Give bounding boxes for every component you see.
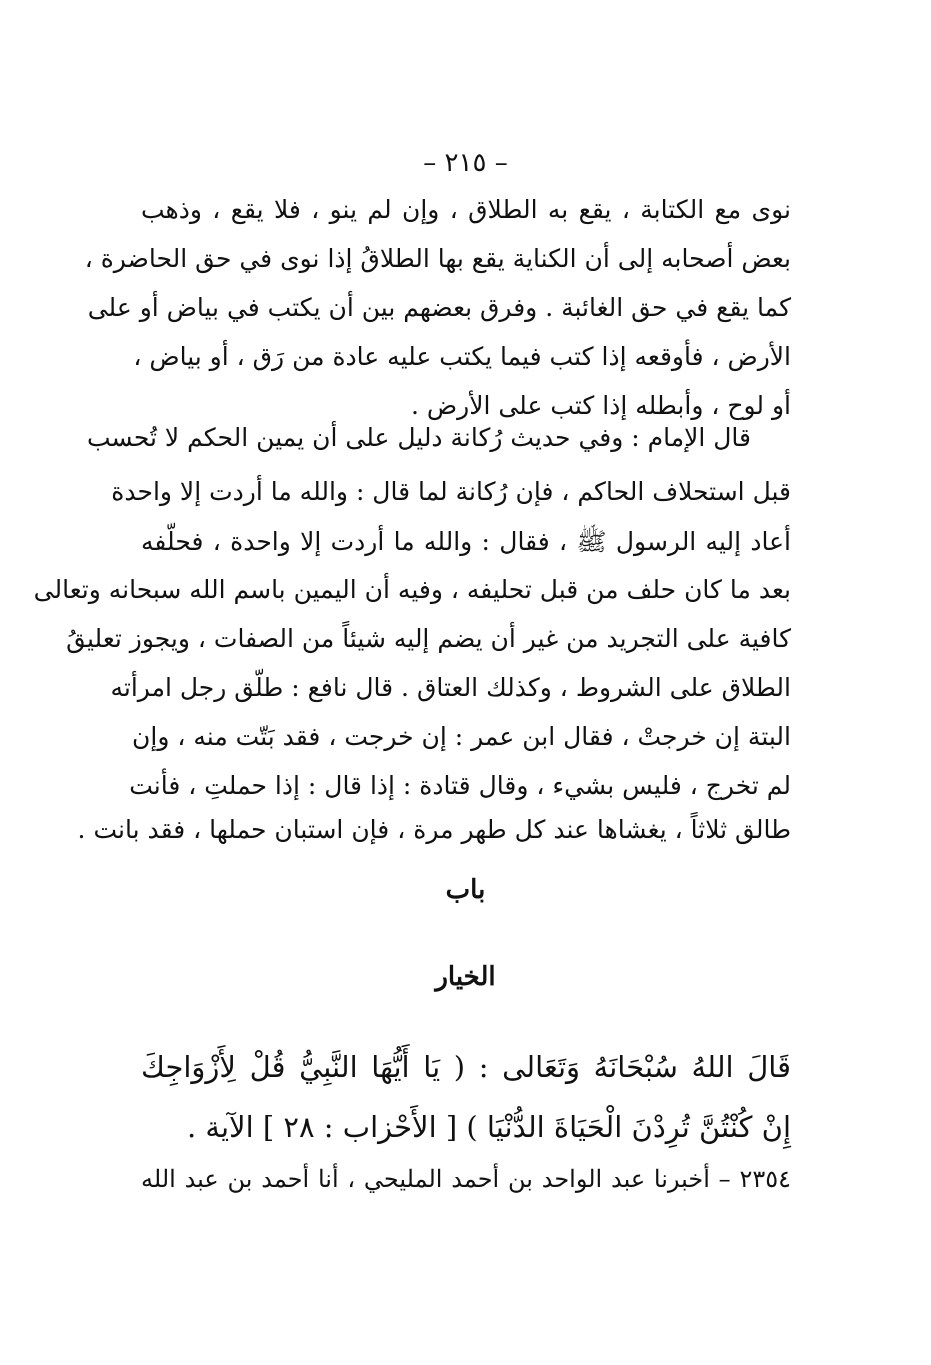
paragraph2-line: لم تخرج ، فليس بشيء ، وقال قتادة : إذا قال : إذا حملتِ ، فأنت [129, 771, 791, 800]
quran-verse-line: إِنْ كُنْتُنَّ تُرِدْنَ الْحَيَاةَ الدُّنْيَا ) [ الأَحْزاب : ٢٨ ] الآية . [187, 1110, 791, 1144]
paragraph2-line: أعاد إليه الرسول ﷺ ، فقال : والله ما أردت إلا واحدة ، فحلّفه [141, 527, 791, 556]
section-title: الخيار [435, 962, 496, 992]
paragraph2-line: كافية على التجريد من غير أن يضم إليه شيئاً من الصفات ، ويجوز تعليقُ [66, 624, 791, 653]
paragraph2-line: الطلاق على الشروط ، وكذلك العتاق . قال نافع : طلّق رجل امرأته [110, 673, 791, 702]
paragraph2-line: طالق ثلاثاً ، يغشاها عند كل طهر مرة ، فإن استبان حملها ، فقد بانت . [77, 815, 791, 844]
page-number: – ٢١٥ – [423, 148, 508, 178]
paragraph1-line: الأرض ، فأوقعه إذا كتب فيما يكتب عليه عادة من رَق ، أو بياض ، [133, 342, 791, 371]
paragraph1-line: نوى مع الكتابة ، يقع به الطلاق ، وإن لم ينو ، فلا يقع ، وذهب [141, 195, 791, 224]
paragraph2-line: قبل استحلاف الحاكم ، فإن رُكانة لما قال : والله ما أردت إلا واحدة [111, 477, 791, 506]
paragraph1-line: كما يقع في حق الغائبة . وفرق بعضهم بين أن يكتب في بياض أو على [87, 293, 791, 322]
paragraph2-line: قال الإمام : وفي حديث رُكانة دليل على أن يمين الحكم لا تُحسب [86, 423, 751, 452]
paragraph1-line: بعض أصحابه إلى أن الكناية يقع بها الطلاقُ إذا نوى في حق الحاضرة ، [84, 244, 791, 273]
paragraph2-line: البتة إن خرجتْ ، فقال ابن عمر : إن خرجت ، فقد بَتّت منه ، وإن [132, 722, 791, 751]
hadith-chain-line: ٢٣٥٤ – أخبرنا عبد الواحد بن أحمد المليحي ، أنا أحمد بن عبد الله [141, 1165, 792, 1193]
quran-verse-line: قَالَ اللهُ سُبْحَانَهُ وَتَعَالى : ( يَا أَيُّهَا النَّبِيُّ قُلْ لِأَزْوَاجِكَ [141, 1050, 791, 1084]
bab-heading: باب [445, 875, 486, 905]
paragraph2-line: بعد ما كان حلف من قبل تحليفه ، وفيه أن اليمين باسم الله سبحانه وتعالى [33, 575, 791, 604]
paragraph1-line: أو لوح ، وأبطله إذا كتب على الأرض . [411, 391, 791, 420]
